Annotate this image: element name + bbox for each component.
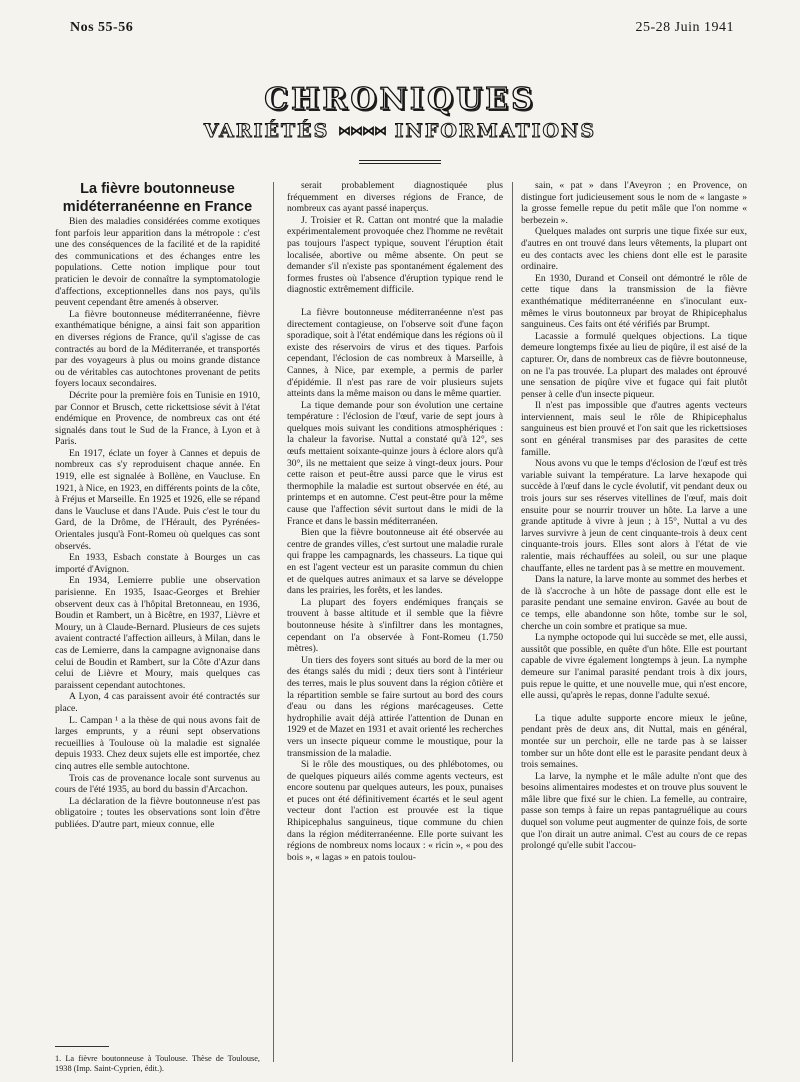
- section-subtitle: [0, 120, 800, 142]
- paragraph: Si le rôle des moustiques, ou des phlébotomes, ou de quelques piqueurs ailés comme agents vecteurs, est encore soutenu par quelques auteurs, les poux, punaises et puces ont été définitivement écartés et le seul agent vecteur dont l'action est prouvée est la tique Rhipicephalus sanguineus, tique commune du chien dans la région méditerranéenne. Elle porte suivant les régions de nombreux noms locaux : « ricin », « pou des bois », « lagas » en patois toulou-: [287, 759, 503, 863]
- paragraph: La plupart des foyers endémiques français se trouvent à basse altitude et il semble que la fièvre boutonneuse hésite à s'infiltrer dans les montagnes, cependant on l'a observée à Font-Romeu (1.750 mètres).: [287, 596, 503, 655]
- column-1: [55, 180, 260, 1048]
- paragraph: Quelques malades ont surpris une tique fixée sur eux, d'autres en ont trouvé dans leurs vêtements, la plupart ont eu des contacts avec les chiens dont elle est le parasite ordinaire.: [521, 226, 747, 273]
- footnote-rule: [55, 1046, 109, 1047]
- footnote: 1. La fièvre boutonneuse à Toulouse. Thèse de Toulouse, 1938 (Imp. Saint-Cyprien, édit.).: [55, 1054, 260, 1073]
- paragraph: sain, « pat » dans l'Aveyron ; en Provence, on distingue fort judicieusement sous le nom de « langaste » la grosse femelle repue du petit mâle que l'on nomme « berbezein ».: [521, 180, 747, 226]
- article-title: La fièvre boutonneuse midéterranéenne en France: [62, 181, 253, 215]
- paragraph: serait probablement diagnostiquée plus fréquemment en diverses régions de France, de nombreux cas ayant passé inaperçus.: [287, 180, 503, 215]
- paragraph: Il n'est pas impossible que d'autres agents vecteurs interviennent, mais seul le rôle de Rhipicephalus sanguineus est bien prouvé et l'on sait que les rickettsioses sont en général transmises par des parasites de cette famille.: [521, 400, 747, 458]
- paragraph: La fièvre boutonneuse méditerranéenne, fièvre exanthématique bénigne, a ainsi fait son apparition en diverses régions de France, qu'il s'agisse de cas contractés au bord de la Méditerranée, et transportés par des voyageurs à plus ou moins grande distance ou de véritables cas autochtones provenant de petits foyers locaux secondaires.: [55, 308, 260, 390]
- page-header: [70, 20, 734, 42]
- column-divider: [512, 182, 513, 1062]
- title-rule: [359, 160, 441, 164]
- paragraph: La nymphe octopode qui lui succède se met, elle aussi, aussitôt que possible, en quête d'un hôte. Elle est pourtant capable de vivre également longtemps à jeun. La nymphe demeure sur l'animal parasité pendant trois à dix jours, puis repue le quitte, et une nouvelle mue, qui n'est encore, elle aussi, qu'après le repas, donne l'adulte sexué.: [521, 632, 747, 702]
- subtitle-left: VARIÉTÉS: [203, 120, 330, 142]
- paragraph: En 1934, Lemierre publie une observation parisienne. En 1935, Isaac-Georges et Brehier observent deux cas à l'hôpital Bretonneau, en 1936, Boudin et Rambert, un à Bicêtre, en 1937, Lièvre et Moury, un à Claude-Bernard. Plusieurs de ces sujets avaient contracté l'affection ailleurs, à Milan, dans le cas de Lemierre, dans la campagne avignonaise dans celui de Boudin et Rambert, sur la Côte d'Azur dans celui de Lièvre et Moury, mais quelques cas paraissent cependant autochtones.: [55, 575, 260, 691]
- paragraph: Dans la nature, la larve monte au sommet des herbes et de là s'accroche à un hôte de passage dont elle est le parasite pendant une semaine environ. Gavée au bout de ce temps, elle abandonne son hôte, tombe sur le sol, cherche un coin sombre et pratique sa mue.: [521, 574, 747, 632]
- paragraph: La tique demande pour son évolution une certaine température : l'éclosion de l'œuf, varie de sept jours à quelques mois suivant les conditions atmosphériques : la chaleur la favorise. Nuttal a constaté qu'à 12°, ses œufs mettaient soixante-quinze jours à éclore alors qu'à 30°, ils ne mettaient que seize à vingt-deux jours. Pour cette raison et peut-être aussi parce que le virus est thermophile la maladie est surtout observée en été, au printemps et en automne. C'est peut-être pour la même cause que l'affection sévit surtout dans le midi de la France et dans le bassin méditerranéen.: [287, 399, 503, 527]
- column-divider: [273, 182, 274, 1062]
- paragraph: La larve, la nymphe et le mâle adulte n'ont que des besoins alimentaires modestes et on trouve plus souvent le mâle libre que fixé sur le chien. La femelle, au contraire, passe son temps à faire un repas pantagruélique au cours duquel son volume peut augmenter de quinze fois, de sorte que l'on dirait un autre animal. C'est au cours de ce repas prolongé qu'elle subit l'accou-: [521, 770, 747, 852]
- section-gap: [521, 702, 747, 713]
- paragraph: Bien que la fièvre boutonneuse ait été observée au centre de grandes villes, c'est surtout une maladie rurale qui frappe les campagnards, les chasseurs. La tique qui en est l'agent vecteur est un parasite commun du chien et de quelques autres animaux et sa larve se développe dans les prairies, les forêts, et les landes.: [287, 527, 503, 597]
- paragraph: Lacassie a formulé quelques objections. La tique demeure longtemps fixée au lieu de piqûre, il est aisé de la capturer. Or, dans de nombreux cas de fièvre boutonneuse, on ne l'a pas trouvée. La plupart des malades ont éprouvé une sensation de piqûre vive et fugace qui fait plutôt penser à celle d'un insecte piqueur.: [521, 330, 747, 400]
- paragraph: En 1930, Durand et Conseil ont démontré le rôle de cette tique dans la transmission de la fièvre exanthématique méditerranéenne en s'inoculant eux-mêmes le virus boutonneux par broyat de Rhipicephalus sanguineus. Ces faits ont été vérifiés par Brumpt.: [521, 272, 747, 331]
- section-gap: [287, 296, 503, 307]
- paragraph: J. Troisier et R. Cattan ont montré que la maladie expérimentalement provoquée chez l'homme ne revêtait pas toujours l'aspect typique, souvent l'éruption était localisée, abortive ou même absente. On peut se demander s'il n'existe pas spontanément également des formes frustes où l'absence d'éruption typique rend le diagnostic extrêmement difficile.: [287, 214, 503, 296]
- section-title: CHRONIQUES: [264, 82, 536, 117]
- paragraph: L. Campan ¹ a la thèse de qui nous avons fait de larges emprunts, y a réuni sept observations recueillies à Toulouse où la maladie est signalée depuis 1933. Chez deux sujets elle est importée, chez cinq autres elle semble autochtone.: [55, 714, 260, 772]
- issue-date: 25-28 Juin 1941: [635, 20, 734, 35]
- column-2: [287, 180, 503, 1064]
- paragraph: En 1933, Esbach constate à Bourges un cas importé d'Avignon.: [55, 552, 260, 575]
- issue-number: Nos 55-56: [70, 20, 134, 35]
- paragraph: La déclaration de la fièvre boutonneuse n'est pas obligatoire ; toutes les observations sont loin d'être publiées. D'autre part, mieux connue, elle: [55, 795, 260, 830]
- subtitle-right: INFORMATIONS: [394, 120, 597, 142]
- paragraph: En 1917, éclate un foyer à Cannes et depuis de nombreux cas s'y reproduisent chaque année. En 1919, elle est signalée à Bollène, en Vaucluse. En 1921, à Nice, en 1923, en différents points de la côte, à Fréjus et Marseille. En 1925 et 1926, elle se répand dans le Vaucluse et dans l'Aude. Puis c'est le tour du Gard, de la Drôme, de l'Hérault, des Pyrénées-Orientales jusqu'à Font-Romeu où quelques cas sont observés.: [55, 447, 260, 552]
- paragraph: Décrite pour la première fois en Tunisie en 1910, par Connor et Brusch, cette rickettsiose sévit à l'état endémique en Provence, de nombreux cas ont été signalés dans tout le Sud de la France, à Lyon et à Paris.: [55, 389, 260, 448]
- paragraph: La fièvre boutonneuse méditerranéenne n'est pas directement contagieuse, on l'observe soit d'une façon sporadique, soit à l'état endémique dans les régions où il existe des réservoirs de virus et des tiques. Parfois cependant, l'éclosion de cas nombreux à Marseille, à Cannes, à Nice, par exemple, a permis de parler d'épidémie. Il n'est pas rare de voir plusieurs sujets atteints dans la même maison ou dans le même quartier.: [287, 306, 503, 400]
- paragraph: La tique adulte supporte encore mieux le jeûne, pendant près de deux ans, dit Nuttal, mais en général, montée sur un perchoir, elle ne tarde pas à se laisser tomber sur un hôte dont elle est le parasite pendant deux à trois semaines.: [521, 712, 747, 771]
- paragraph: A Lyon, 4 cas paraissent avoir été contractés sur place.: [55, 691, 260, 714]
- column-3: [521, 180, 747, 1064]
- paragraph: Trois cas de provenance locale sont survenus au cours de l'été 1935, au bord du bassin d'Arcachon.: [55, 772, 260, 796]
- ornament-icon: ⋈⋈⋈⋈: [338, 124, 386, 139]
- paragraph: Bien des maladies considérées comme exotiques font parfois leur apparition dans la métropole : c'est une des conséquences de la facilité et de la rapidité des communications et des échanges entre les populations. Cette notion implique pour tout praticien le devoir de connaître la symptomatologie d'affections, exceptionnelles dans nos pays, qu'ils peuvent cependant être amenés à observer.: [55, 216, 260, 309]
- paragraph: Un tiers des foyers sont situés au bord de la mer ou des étangs salés du midi ; deux tiers sont à l'intérieur des terres, mais le plus souvent dans la région côtière et la répartition semble se faire surtout au bord des cours d'eau ou dans les régions marécageuses. Cette hydrophilie avait déjà attirée l'attention de Dunan en 1929 et de Mazet en 1931 et avait orienté les recherches vers un insecte piqueur comme le moustique, pour la transmission de la maladie.: [287, 654, 503, 759]
- paragraph: Nous avons vu que le temps d'éclosion de l'œuf est très variable suivant la température. La larve hexapode qui succède à l'œuf dans le cycle évolutif, vit pendant deux ou trois jours sur ses réserves vitellines de l'œuf, mais doit ensuite pour se nourrir trouver un hôte. La larve a une grande aptitude à vivre à jeun ; à 15°, Nuttal a vu des larves survivre à jeun de cent cinquante-trois à deux cent cinquante-trois jours. Elles sont alors à l'état de vie ralentie, mais réchauffées au soleil, ou sur une plaque chauffante, elles ne tardent pas à se mettre en mouvement.: [521, 458, 747, 574]
